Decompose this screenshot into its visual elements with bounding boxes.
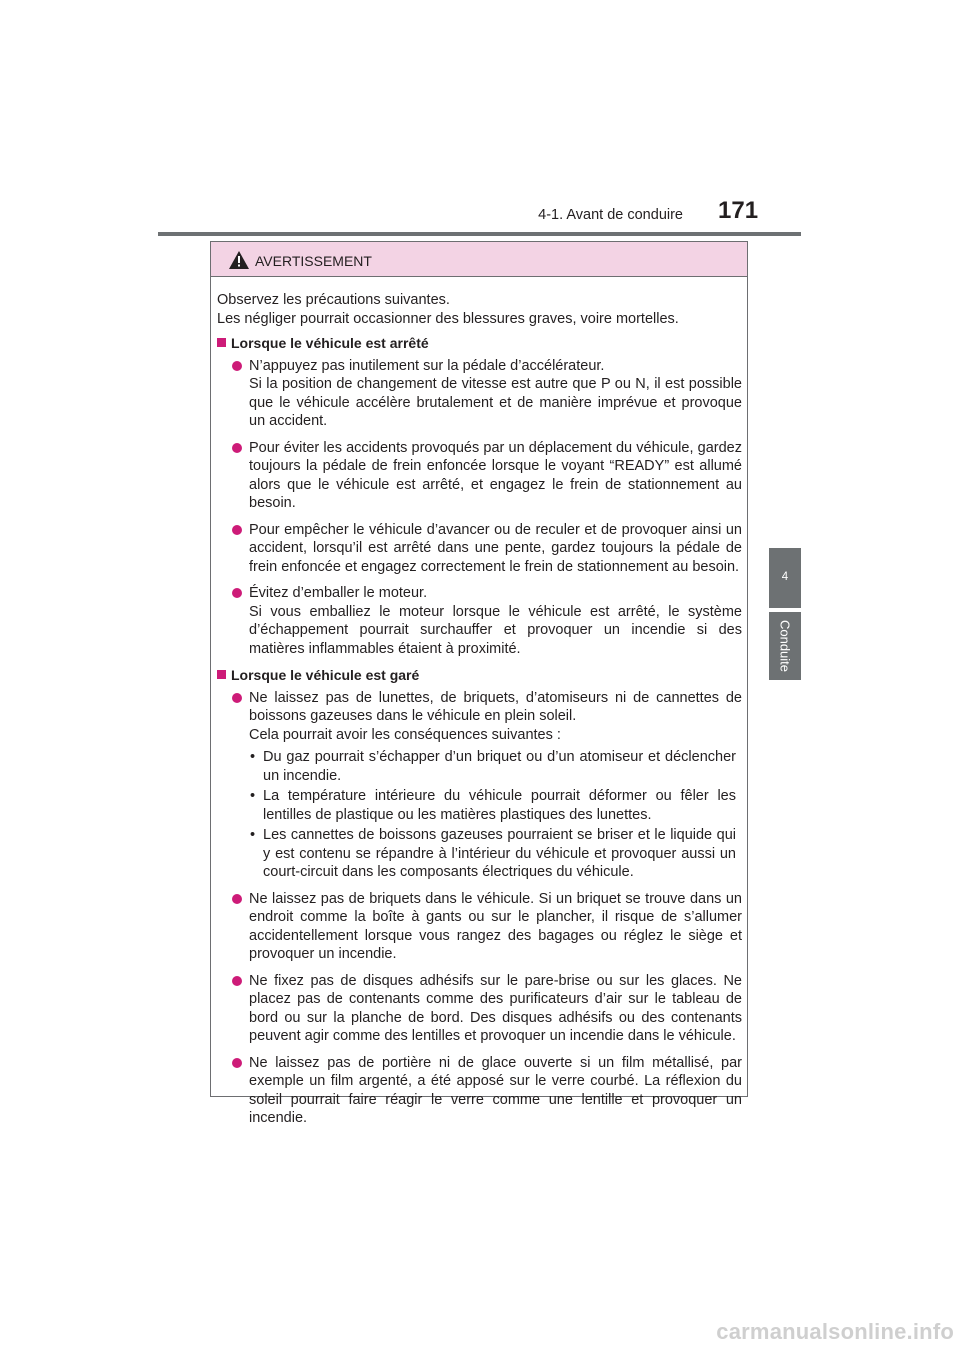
header-divider <box>158 232 801 236</box>
list-item-text: Ne laissez pas de briquets dans le véhicule. Si un briquet se trouve dans un endroit comme la boîte à gants ou sur le plancher, il risque de s’allumer accidentellement lorsque vous rangez des bagages ou réglez le siège et provoquer un incendie. <box>249 890 742 962</box>
square-bullet-icon <box>217 670 226 679</box>
list-item <box>217 972 742 1046</box>
sub-list-item <box>249 787 742 824</box>
list-item <box>217 584 742 658</box>
list-item-lead: Ne laissez pas de lunettes, de briquets, d’atomiseurs ni de cannettes de boissons gazeuses dans le véhicule en plein soleil. <box>249 689 742 724</box>
list-item <box>217 521 742 577</box>
warning-triangle-icon <box>229 251 249 269</box>
warning-title: AVERTISSEMENT <box>255 253 372 269</box>
section-heading-parked <box>217 666 742 685</box>
dot-bullet-icon: • <box>250 788 256 804</box>
sub-list <box>249 748 742 882</box>
list-item-text: Ne fixez pas de disques adhésifs sur le pare-brise ou sur les glaces. Ne placez pas de contenants comme des purificateurs d’air sur le tableau de bord ou sur la planche de bord. Des disques adhésifs ou des contenants peuvent agir comme des lentilles et provoquer un incendie dans le véhicule. <box>249 972 742 1044</box>
section-heading-text: Lorsque le véhicule est arrêté <box>231 335 429 351</box>
circle-bullet-icon <box>232 443 242 453</box>
list-item-text: Pour éviter les accidents provoqués par un déplacement du véhicule, gardez toujours la pédale de frein enfoncée lorsque le voyant “READY” est allumé alors que le véhicule est arrêté, et engagez le frein de stationnement au besoin. <box>249 439 742 511</box>
chapter-label: Conduite <box>777 619 793 673</box>
circle-bullet-icon <box>232 693 242 703</box>
sub-list-item <box>249 748 742 785</box>
circle-bullet-icon <box>232 525 242 535</box>
warning-header <box>211 242 747 277</box>
list-item <box>217 890 742 964</box>
circle-bullet-icon <box>232 361 242 371</box>
chapter-number: 4 <box>781 571 789 583</box>
sub-list-item <box>249 826 742 882</box>
dot-bullet-icon: • <box>250 749 256 765</box>
list-item-text: Ne laissez pas de portière ni de glace ouverte si un film métallisé, par exemple un film argenté, a été apposé sur le verre courbé. La réflexion du soleil pourrait faire réagir le verre comme une lentille et provoquer un incendie. <box>249 1054 742 1126</box>
page-number: 171 <box>718 197 759 224</box>
list-item-text: Si vous emballiez le moteur lorsque le véhicule est arrêté, le système d’échappement pourrait surchauffer et provoquer un incendie si des matières inflammables étaient à proximité. <box>249 603 742 657</box>
warning-box <box>210 241 748 1126</box>
list-item <box>217 1054 742 1128</box>
section-heading-stopped <box>217 334 742 353</box>
sub-list-item-text: Du gaz pourrait s’échapper d’un briquet ou d’un atomiseur et déclencher un incendie. <box>263 749 736 784</box>
warning-intro <box>217 291 742 328</box>
warning-intro-line-2: Les négliger pourrait occasionner des blessures graves, voire mortelles. <box>217 310 679 327</box>
warning-body <box>211 277 747 1128</box>
dot-bullet-icon: • <box>250 827 256 843</box>
section-heading-text: Lorsque le véhicule est garé <box>231 667 420 683</box>
circle-bullet-icon <box>232 894 242 904</box>
list-item <box>217 439 742 513</box>
list-item-text: Si la position de changement de vitesse est autre que P ou N, il est possible que le véhicule accélère brutalement et de manière imprévue et provoque un accident. <box>249 376 742 429</box>
list-item-lead: N’appuyez pas inutilement sur la pédale d’accélérateur. <box>249 357 605 374</box>
square-bullet-icon <box>217 338 226 347</box>
sub-list-item-text: Les cannettes de boissons gazeuses pourraient se briser et le liquide qui y est contenu se répandre à l’intérieur du véhicule et provoquer aussi un court-circuit dans les composants électriques du véhicule. <box>263 827 736 880</box>
list-item-text: Pour empêcher le véhicule d’avancer ou de reculer et de provoquer ainsi un accident, lorsqu’il est arrêté dans une pente, gardez toujours la pédale de frein enfoncée et engagez correctement le frein de stationnement au besoin. <box>249 521 742 575</box>
warning-intro-line-1: Observez les précautions suivantes. <box>217 292 450 308</box>
circle-bullet-icon <box>232 588 242 598</box>
circle-bullet-icon <box>232 976 242 986</box>
chapter-tab <box>769 548 801 608</box>
sub-list-item-text: La température intérieure du véhicule pourrait déformer ou fêler les lentilles de plastique ou les matières plastiques des lunettes. <box>263 788 736 823</box>
header-section-title: 4-1. Avant de conduire <box>538 207 683 223</box>
list-item-text: Cela pourrait avoir les conséquences suivantes : <box>249 726 561 743</box>
list-item-lead: Évitez d’emballer le moteur. <box>249 585 428 601</box>
watermark: carmanualsonline.info <box>716 1319 954 1344</box>
circle-bullet-icon <box>232 1058 242 1068</box>
list-item <box>217 689 742 882</box>
list-item <box>217 357 742 431</box>
